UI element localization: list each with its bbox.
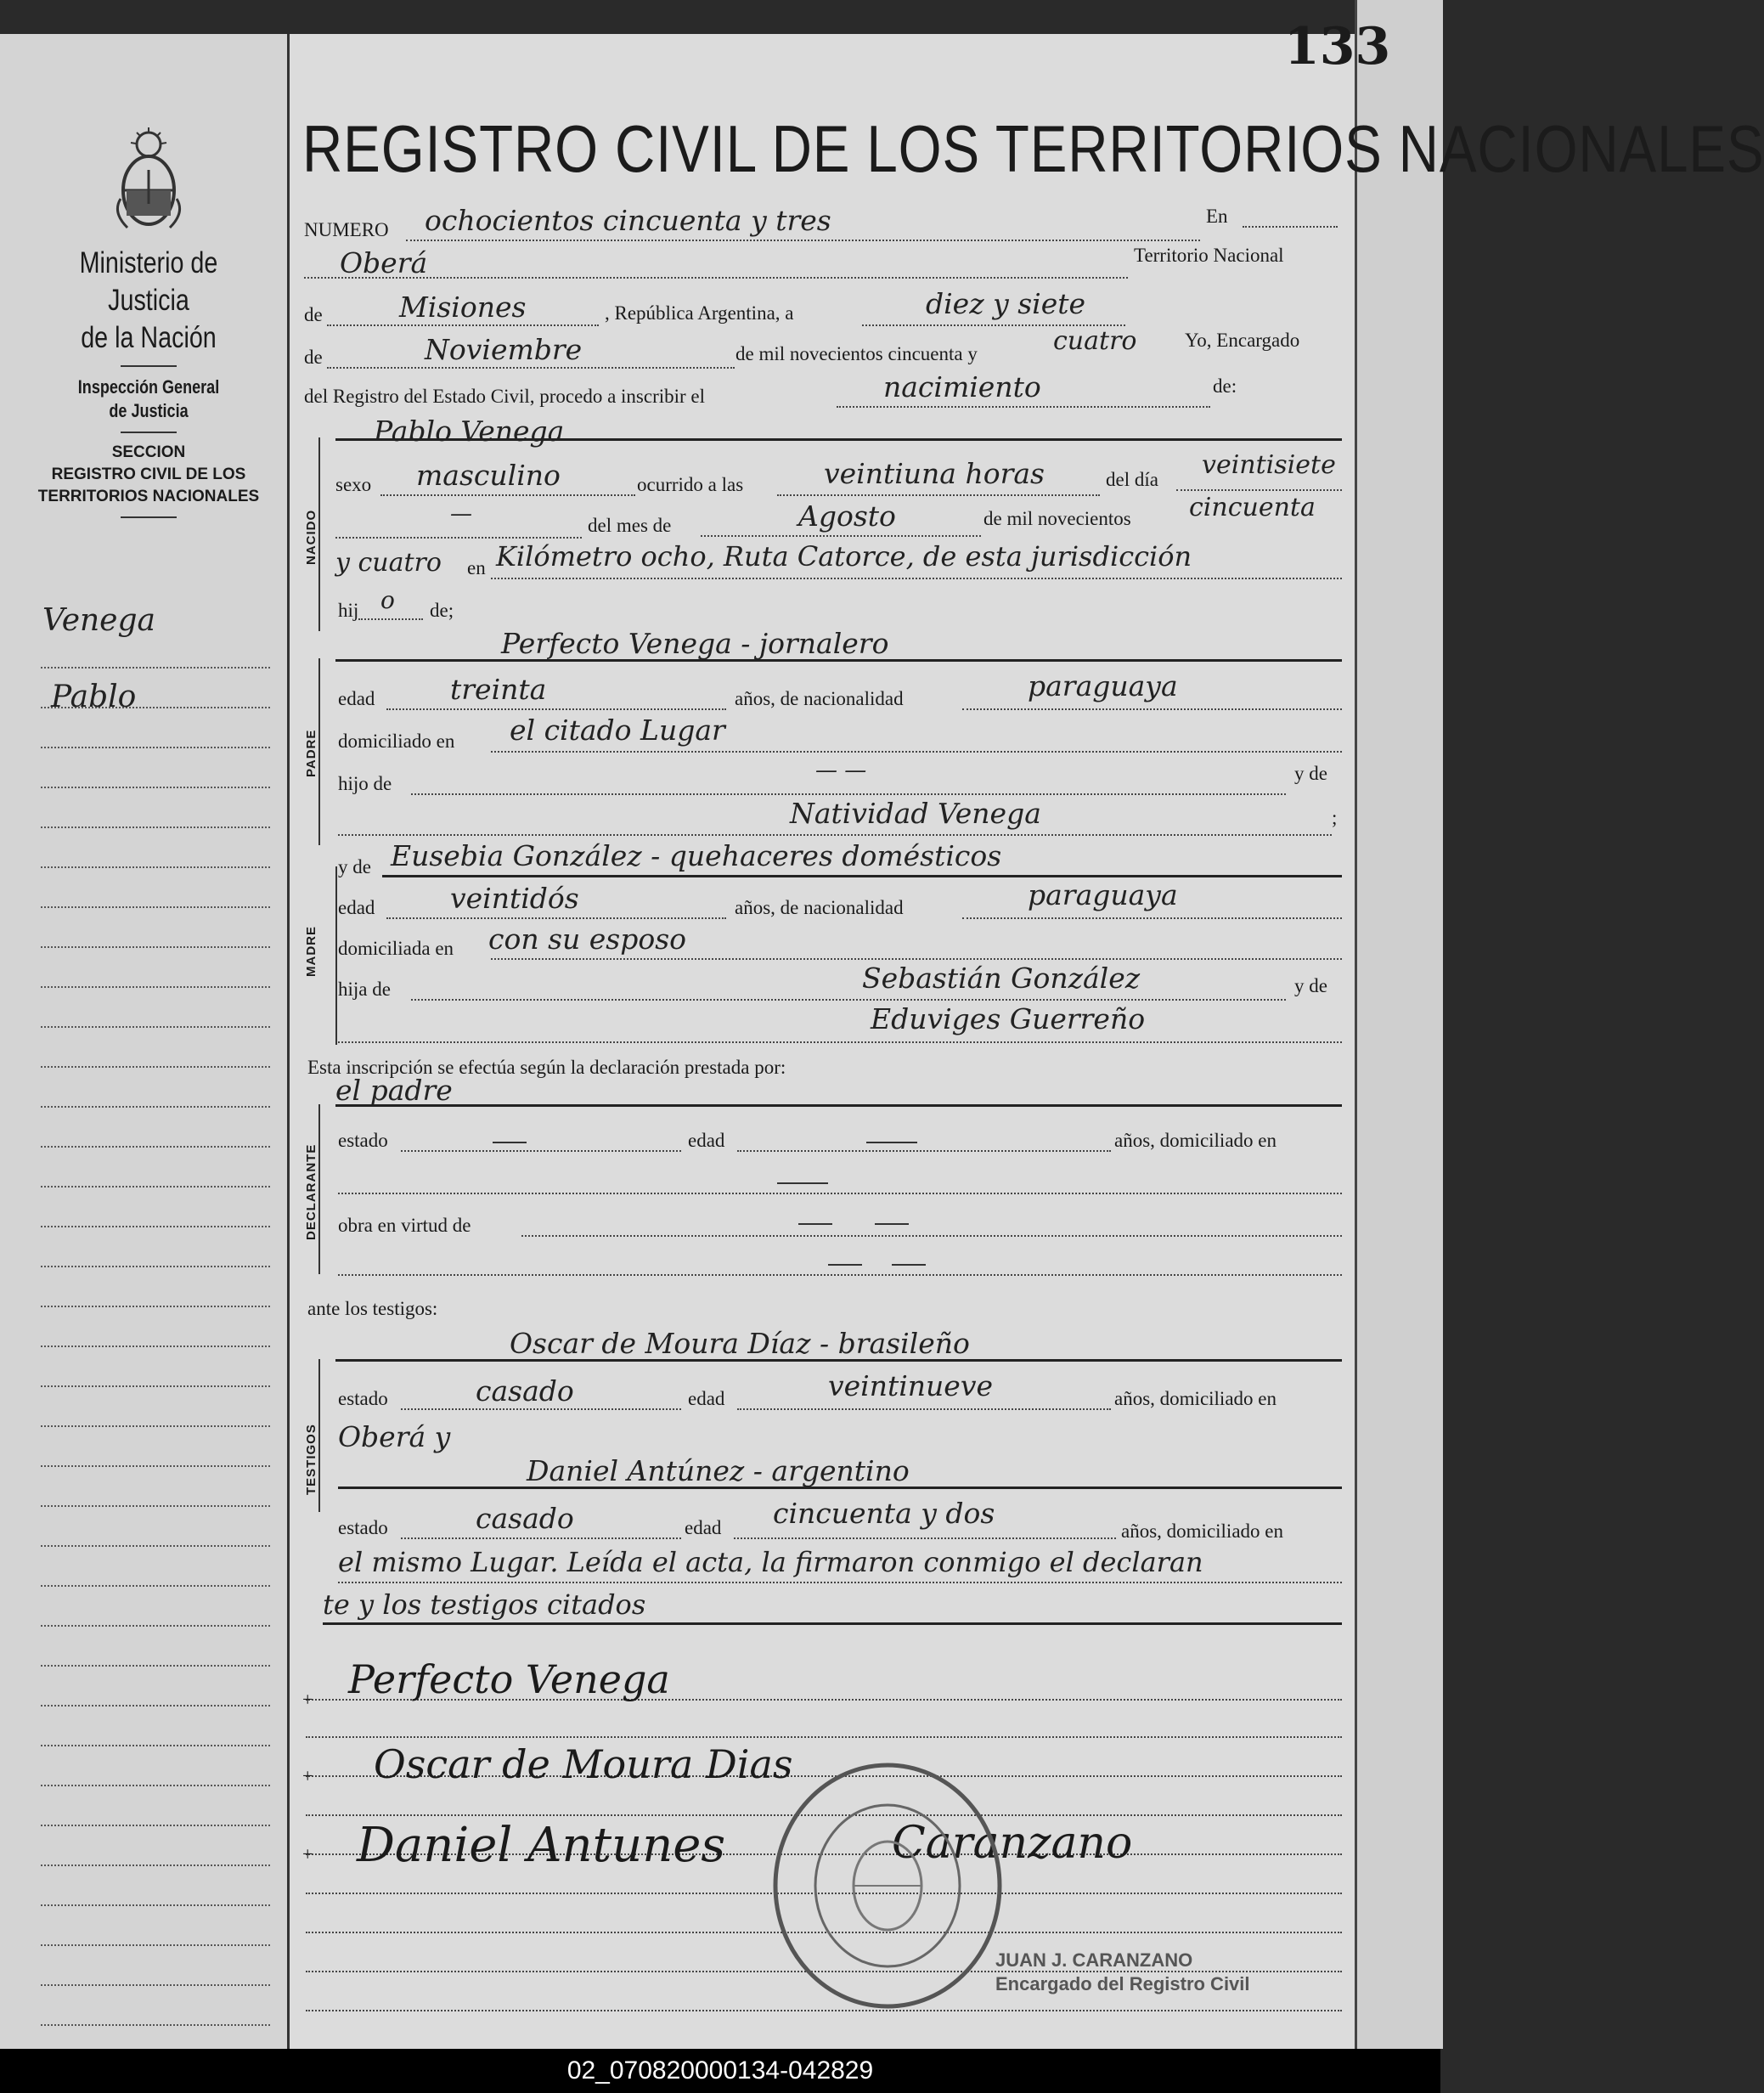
madre-madre-line: [338, 1041, 1342, 1043]
declarante-edad-label: edad: [688, 1130, 725, 1151]
ledger-line: [41, 1786, 270, 1826]
dash: [777, 1182, 828, 1184]
place-value: Oberá: [340, 246, 428, 279]
ledger-line: [41, 868, 270, 908]
signature-officer: Caranzano: [892, 1818, 1133, 1869]
madre-nacionalidad-value: paraguaya: [1028, 878, 1178, 911]
closing-text-2: te y los testigos citados: [323, 1588, 646, 1621]
hij-value: o: [380, 586, 395, 614]
ledger-line: [41, 828, 270, 868]
margin-given-name: Pablo: [51, 680, 137, 714]
madre-domicilio-value: con su esposo: [488, 922, 687, 956]
act-type-line: [837, 406, 1210, 408]
ledger-line: [41, 1068, 270, 1108]
padre-madre-line: [338, 834, 1332, 836]
day-value: diez y siete: [926, 287, 1086, 320]
ledger-line: [41, 1387, 270, 1427]
dash: [892, 1264, 926, 1266]
ledger-line: [41, 1307, 270, 1347]
ledger-line: [41, 1906, 270, 1946]
numero-value: ochocientos cincuenta y tres: [425, 204, 831, 237]
semicolon: ;: [1332, 807, 1338, 828]
t2-edad-value: cincuenta y dos: [773, 1497, 995, 1530]
declaracion-label: Esta inscripción se efectúa según la declaración prestada por:: [307, 1057, 786, 1078]
madre-edad-value: veintidós: [450, 882, 579, 915]
madre-yde2-label: y de: [1294, 975, 1327, 996]
coat-of-arms-icon: [112, 127, 185, 233]
madre-edad-line: [386, 917, 726, 919]
officer-name: JUAN J. CARANZANO: [995, 1949, 1193, 1971]
mes-value: Agosto: [798, 499, 896, 533]
dash: [493, 1142, 527, 1143]
dash: [828, 1264, 862, 1266]
en-line: [1243, 226, 1338, 228]
ledger-line: [41, 1148, 270, 1188]
t2-estado-line: [401, 1537, 681, 1539]
padre-nacionalidad-line: [962, 708, 1342, 710]
ledger-line: [41, 988, 270, 1028]
ledger-line: [41, 1108, 270, 1148]
padre-name: Perfecto Venega - jornalero: [501, 627, 889, 660]
yo-label: Yo, Encargado: [1185, 330, 1300, 351]
margin-mark: +: [302, 1843, 313, 1865]
divider: [121, 516, 177, 518]
hora-value: veintiuna horas: [824, 457, 1045, 490]
territory-value: Misiones: [399, 291, 527, 324]
de-label: de: [304, 304, 323, 325]
right-page-edge: [1355, 0, 1443, 2049]
section-line2: TERRITORIOS NACIONALES: [37, 488, 260, 505]
dash: [875, 1223, 909, 1225]
ledger-line: [41, 1227, 270, 1267]
en-label: En: [1206, 206, 1228, 227]
sexo-label: sexo: [335, 474, 372, 495]
place-line: [304, 277, 1128, 279]
dia-line: [1176, 489, 1342, 491]
declarante-edad-line: [737, 1150, 1111, 1152]
madre-name-line: [382, 875, 1342, 877]
declarante-anos-label: años, domiciliado en: [1114, 1130, 1277, 1151]
madre-bracket: [335, 866, 337, 1045]
madre-padre-value: Sebastián González: [862, 962, 1141, 995]
closing-line-2: [323, 1622, 1342, 1625]
madre-nacionalidad-line: [962, 917, 1342, 919]
act-type-value: nacimiento: [883, 370, 1041, 403]
ledger-line: [41, 1986, 270, 2026]
en-birth-label: en: [467, 557, 486, 578]
inspection-line2: de Justicia: [109, 400, 189, 421]
t1-anos-label: años, domiciliado en: [1114, 1388, 1277, 1409]
nacido-dash: —: [450, 501, 472, 527]
ministry-block: [25, 127, 272, 527]
padre-edad-label: edad: [338, 688, 375, 709]
de-colon-label: de:: [1213, 375, 1237, 397]
signature-testigo-2: Daniel Antunes: [357, 1818, 726, 1873]
madre-domiciliada-label: domiciliada en: [338, 938, 454, 959]
madre-madre-value: Eduviges Guerreño: [871, 1002, 1146, 1035]
padre-madre-value: Natividad Venega: [790, 797, 1041, 830]
ledger-line: [41, 1707, 270, 1746]
padre-domicilio-value: el citado Lugar: [510, 714, 725, 747]
t1-edad-label: edad: [688, 1388, 725, 1409]
madre-edad-label: edad: [338, 897, 375, 918]
ledger-line: [41, 908, 270, 948]
closing-text-1: el mismo Lugar. Leída el acta, la firmaron conmigo el declaran: [338, 1546, 1203, 1578]
del-dia-label: del día: [1106, 469, 1158, 490]
ledger-line: [41, 788, 270, 828]
dash: [866, 1142, 917, 1143]
padre-hijo-value: — —: [815, 758, 867, 783]
t2-edad-label: edad: [685, 1517, 722, 1538]
anio-value: cincuenta: [1189, 493, 1316, 522]
t1-estado-line: [401, 1408, 681, 1410]
padre-hijo-line: [411, 793, 1286, 795]
ledger-line: [41, 1667, 270, 1707]
ledger-line: [41, 1866, 270, 1906]
ledger-line: [41, 1427, 270, 1467]
t1-edad-line: [737, 1408, 1111, 1410]
officer-title: Encargado del Registro Civil: [995, 1973, 1250, 1994]
declarante-tag: DECLARANTE: [304, 1143, 318, 1240]
scan-top-edge: [0, 0, 1440, 34]
t2-estado-value: casado: [476, 1502, 574, 1535]
padre-nacionalidad-value: paraguaya: [1028, 669, 1178, 702]
nacido-bracket: [318, 437, 320, 631]
t1-estado-value: casado: [476, 1374, 574, 1408]
madre-tag: MADRE: [304, 926, 318, 977]
padre-edad-line: [386, 708, 726, 710]
section-label: SECCION: [111, 443, 186, 461]
divider: [121, 432, 177, 433]
t2-estado-label: estado: [338, 1517, 388, 1538]
padre-tag: PADRE: [304, 729, 318, 777]
declarante-estado-line: [401, 1150, 681, 1152]
territorio-label: Territorio Nacional: [1134, 245, 1284, 266]
madre-domicilio-line: [491, 958, 1342, 960]
registry-label: del Registro del Estado Civil, procedo a inscribir el: [304, 386, 706, 407]
signature-padre: Perfecto Venega: [348, 1656, 670, 1702]
republica-label: , República Argentina, a: [605, 302, 794, 324]
official-stamp-icon: [769, 1758, 1006, 2013]
madre-anos-label: años, de nacionalidad: [735, 897, 904, 918]
t1-estado-label: estado: [338, 1388, 388, 1409]
ledger-line: [41, 1627, 270, 1667]
hora-line: [777, 494, 1100, 496]
territory-line: [327, 324, 599, 326]
scan-filename: 02_070820000134-042829: [0, 2049, 1440, 2093]
ledger-line: [41, 708, 270, 748]
ministry-name-line1: Ministerio de Justicia: [79, 246, 218, 317]
testigos-label: ante los testigos:: [307, 1298, 438, 1319]
madre-hija-label: hija de: [338, 979, 391, 1000]
padre-hijo-label: hijo de: [338, 773, 392, 794]
anio-label: de mil novecientos: [983, 508, 1131, 529]
madre-hija-line: [411, 999, 1286, 1001]
anio-value-2: y cuatro: [335, 548, 442, 578]
declarante-value: el padre: [335, 1074, 453, 1107]
margin-surname: Venega: [42, 603, 155, 638]
dia-value: veintisiete: [1202, 450, 1336, 480]
declarante-dom-line: [338, 1193, 1342, 1194]
testigo2-name: Daniel Antúnez - argentino: [527, 1454, 910, 1487]
closing-line-1: [338, 1582, 1342, 1583]
madre-name: Eusebia González - quehaceres domésticos: [391, 839, 1002, 872]
signature-testigo-1: Oscar de Moura Dias: [374, 1741, 793, 1787]
section-line1: REGISTRO CIVIL DE LOS: [51, 465, 246, 483]
mes-line: [701, 535, 981, 537]
del-mes-label: del mes de: [588, 515, 672, 536]
padre-bracket: [318, 658, 320, 845]
month-value: Noviembre: [425, 333, 583, 366]
declarante-estado-label: estado: [338, 1130, 388, 1151]
margin-ledger-lines: [41, 629, 270, 2066]
month-line: [327, 367, 735, 369]
declarante-obra-label: obra en virtud de: [338, 1215, 471, 1236]
de-label-2: de: [304, 347, 323, 368]
ministry-name-line2: de la Nación: [81, 321, 217, 354]
de-semicolon-label: de;: [430, 600, 454, 621]
numero-label: NUMERO: [304, 219, 389, 240]
ledger-line: [41, 1746, 270, 1786]
ledger-line: [41, 1507, 270, 1547]
lugar-value: Kilómetro ocho, Ruta Catorce, de esta jurisdicción: [496, 540, 1192, 573]
t2-edad-line: [734, 1537, 1116, 1539]
ledger-line: [41, 1347, 270, 1387]
ledger-line: [41, 1826, 270, 1866]
officer-block: [995, 1949, 1250, 1996]
declarante-obra-line: [521, 1235, 1342, 1237]
testigo1-name: Oscar de Moura Díaz - brasileño: [510, 1327, 970, 1360]
sexo-line: [380, 494, 635, 496]
numero-line: [406, 240, 1200, 241]
t1-dom-value: Oberá y: [338, 1420, 451, 1453]
declarante-obra-line-2: [338, 1274, 1342, 1276]
ledger-line: [41, 1547, 270, 1587]
margin-mark: +: [302, 1689, 313, 1710]
declarante-line: [335, 1104, 1342, 1107]
inspection-line1: Inspección General: [77, 376, 220, 398]
ledger-line: [41, 1028, 270, 1068]
ledger-line: [41, 748, 270, 788]
ocurrido-label: ocurrido a las: [637, 474, 744, 495]
page-number: 133: [1284, 17, 1391, 76]
ledger-line: [41, 1587, 270, 1627]
nacido-tag: NACIDO: [304, 509, 318, 565]
dash: [798, 1223, 832, 1225]
testigos-bracket: [318, 1359, 320, 1512]
padre-domicilio-line: [491, 751, 1342, 753]
madre-yde-label: y de: [338, 856, 371, 877]
padre-edad-value: treinta: [450, 673, 547, 706]
blank-line: [335, 537, 582, 539]
hij-label: hij: [338, 600, 359, 621]
testigos-tag: TESTIGOS: [304, 1424, 318, 1495]
padre-anos-label: años, de nacionalidad: [735, 688, 904, 709]
ledger-line: [41, 1467, 270, 1507]
divider: [121, 365, 177, 367]
ledger-line: [41, 948, 270, 988]
sexo-value: masculino: [416, 459, 561, 492]
year-value: cuatro: [1053, 326, 1137, 356]
signature-line: [306, 1736, 1342, 1738]
padre-domiciliado-label: domiciliado en: [338, 731, 455, 752]
ledger-line: [41, 1188, 270, 1227]
nacido-name: Pablo Venega: [374, 415, 565, 448]
t1-edad-value: veintinueve: [828, 1369, 994, 1402]
ledger-line: [41, 1946, 270, 1986]
lugar-line: [491, 578, 1342, 579]
hij-line: [358, 618, 423, 620]
ledger-line: [41, 1267, 270, 1307]
t2-anos-label: años, domiciliado en: [1121, 1520, 1283, 1542]
document-title: REGISTRO CIVIL DE LOS TERRITORIOS NACIONALES: [302, 111, 1764, 186]
margin-mark: +: [302, 1765, 313, 1786]
padre-yde-label: y de: [1294, 763, 1327, 784]
declarante-bracket: [318, 1104, 320, 1274]
year-label: de mil novecientos cincuenta y: [735, 343, 978, 364]
